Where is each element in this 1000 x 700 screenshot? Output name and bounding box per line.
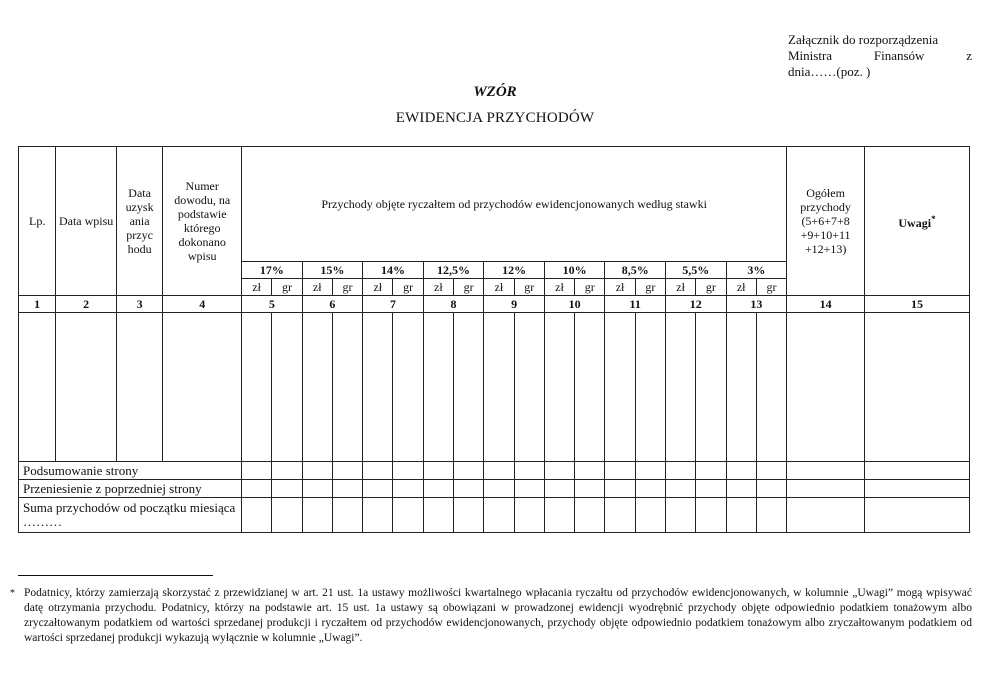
summary-cell[interactable] (696, 462, 726, 480)
summary-cell[interactable] (864, 498, 969, 533)
summary-cell[interactable] (393, 462, 423, 480)
unit-zl: zł (363, 279, 393, 296)
unit-gr: gr (393, 279, 423, 296)
rate-cell: 17% (242, 262, 303, 279)
summary-cell[interactable] (332, 462, 362, 480)
summary-cell[interactable] (454, 480, 484, 498)
summary-cell[interactable] (363, 480, 393, 498)
summary-row-carried (19, 480, 970, 498)
entry-cell[interactable] (575, 313, 605, 462)
summary-cell[interactable] (544, 462, 574, 480)
entry-cell[interactable] (544, 313, 574, 462)
summary-cell[interactable] (242, 462, 272, 480)
revenue-register-table (18, 146, 970, 533)
rate-cell: 3% (726, 262, 787, 279)
annex-header (788, 32, 972, 80)
annex-line-2 (788, 48, 972, 64)
summary-cell[interactable] (454, 498, 484, 533)
unit-zl: zł (242, 279, 272, 296)
footnote (10, 586, 972, 646)
summary-label: Suma przychodów od początku miesiąca ……… (19, 498, 242, 533)
summary-cell[interactable] (635, 498, 665, 533)
unit-zl: zł (423, 279, 453, 296)
entry-cell[interactable] (332, 313, 362, 462)
summary-label: Podsumowanie strony (19, 462, 242, 480)
summary-cell[interactable] (272, 462, 302, 480)
summary-row-page (19, 462, 970, 480)
entry-area-row (19, 313, 970, 462)
summary-cell[interactable] (635, 462, 665, 480)
summary-cell[interactable] (756, 462, 786, 480)
col-number: 1 (19, 296, 56, 313)
entry-cell[interactable] (726, 313, 756, 462)
summary-cell[interactable] (332, 480, 362, 498)
unit-gr: gr (635, 279, 665, 296)
summary-cell[interactable] (302, 498, 332, 533)
rate-cell: 15% (302, 262, 363, 279)
summary-cell[interactable] (605, 480, 635, 498)
annex-line-2-a: Ministra (788, 48, 833, 63)
entry-cell[interactable] (484, 313, 514, 462)
summary-cell[interactable] (484, 498, 514, 533)
summary-cell[interactable] (423, 462, 453, 480)
footnote-marker: * (10, 588, 15, 599)
summary-cell[interactable] (484, 462, 514, 480)
summary-cell[interactable] (514, 480, 544, 498)
summary-cell[interactable] (363, 462, 393, 480)
summary-cell[interactable] (787, 480, 865, 498)
entry-cell[interactable] (514, 313, 544, 462)
summary-cell[interactable] (242, 480, 272, 498)
summary-row-month (19, 498, 970, 533)
col-number: 10 (544, 296, 605, 313)
unit-zl: zł (302, 279, 332, 296)
annex-line-3: dnia……(poz. ) (788, 64, 871, 79)
col-number: 6 (302, 296, 363, 313)
col-number: 2 (56, 296, 117, 313)
entry-cell[interactable] (666, 313, 696, 462)
summary-cell[interactable] (696, 480, 726, 498)
col-number: 8 (423, 296, 484, 313)
header-lp: Lp. (19, 147, 56, 296)
summary-cell[interactable] (393, 498, 423, 533)
summary-cell[interactable] (756, 480, 786, 498)
entry-cell[interactable] (423, 313, 453, 462)
summary-cell[interactable] (544, 498, 574, 533)
summary-cell[interactable] (302, 462, 332, 480)
entry-cell[interactable] (454, 313, 484, 462)
summary-cell[interactable] (272, 498, 302, 533)
footnote-text: Podatnicy, którzy zamierzają skorzystać z przewidzianej w art. 21 ust. 1a ustawy możliwości kwartalnego wpłacania ryczałtu od przychodów ewidencjonowanych, w kolumnie „Uwagi” mogą wpisywać datę otrzymania przychodu. Podatnicy, którzy na podstawie art. 15 ust. 1a ustawy są obowiązani w prowadzonej ewidencji wyodrębnić przychody objęte odpowiednio podatkiem tonażowym albo zryczałtowanym podatkiem od wartości sprzedanej produkcji i ryczałtem od przychodów ewidencjonowanych, przychody objęte odpowiednio podatkiem tonażowym albo zryczałtowanym podatkiem od wartości sprzedanej produkcji wykazują wyłącznie w kolumnie „Uwagi”. (24, 587, 972, 644)
entry-cell[interactable] (635, 313, 665, 462)
summary-cell[interactable] (302, 480, 332, 498)
unit-zl: zł (666, 279, 696, 296)
col-number: 11 (605, 296, 666, 313)
summary-cell[interactable] (787, 462, 865, 480)
footnote-separator (18, 575, 213, 576)
header-ogolem: Ogółem przychody (5+6+7+8 +9+10+11 +12+13) (787, 147, 865, 296)
summary-cell[interactable] (272, 480, 302, 498)
summary-cell[interactable] (484, 480, 514, 498)
header-przychody-stawki: Przychody objęte ryczałtem od przychodów ewidencjonowanych według stawki (242, 147, 787, 262)
entry-cell[interactable] (696, 313, 726, 462)
entry-cell[interactable] (56, 313, 117, 462)
rate-cell: 10% (544, 262, 605, 279)
header-data-uzyskania: Data uzysk ania przyc hodu (116, 147, 162, 296)
header-uwagi-label: Uwagi (898, 216, 932, 230)
annex-line-2-c: z (966, 48, 972, 63)
summary-cell[interactable] (726, 498, 756, 533)
summary-cell[interactable] (423, 480, 453, 498)
summary-cell[interactable] (864, 480, 969, 498)
unit-gr: gr (696, 279, 726, 296)
col-number: 13 (726, 296, 787, 313)
unit-gr: gr (454, 279, 484, 296)
header-row (19, 147, 970, 262)
summary-cell[interactable] (726, 462, 756, 480)
col-number: 15 (864, 296, 969, 313)
col-number: 12 (666, 296, 727, 313)
col-number: 5 (242, 296, 303, 313)
header-uwagi (864, 147, 969, 296)
rate-cell: 12% (484, 262, 545, 279)
summary-cell[interactable] (514, 462, 544, 480)
summary-cell[interactable] (605, 462, 635, 480)
col-number: 4 (163, 296, 242, 313)
document-title: EWIDENCJA PRZYCHODÓW (395, 110, 595, 126)
summary-cell[interactable] (726, 480, 756, 498)
rate-cell: 12,5% (423, 262, 484, 279)
template-label: WZÓR (473, 84, 517, 100)
column-number-row (19, 296, 970, 313)
annex-line-2-b: Finansów (873, 48, 925, 63)
summary-label: Przeniesienie z poprzedniej strony (19, 480, 242, 498)
entry-cell[interactable] (116, 313, 162, 462)
unit-zl: zł (605, 279, 635, 296)
summary-cell[interactable] (575, 480, 605, 498)
header-uwagi-star: * (931, 214, 936, 224)
unit-zl: zł (484, 279, 514, 296)
header-numer-dowodu: Numer dowodu, na podstawie którego dokonano wpisu (163, 147, 242, 296)
entry-cell[interactable] (363, 313, 393, 462)
summary-cell[interactable] (864, 462, 969, 480)
unit-gr: gr (756, 279, 786, 296)
summary-cell[interactable] (666, 462, 696, 480)
entry-cell[interactable] (272, 313, 302, 462)
summary-cell[interactable] (575, 462, 605, 480)
summary-cell[interactable] (544, 480, 574, 498)
summary-cell[interactable] (242, 498, 272, 533)
summary-cell[interactable] (666, 498, 696, 533)
summary-cell[interactable] (756, 498, 786, 533)
entry-cell[interactable] (756, 313, 786, 462)
unit-gr: gr (514, 279, 544, 296)
col-number: 9 (484, 296, 545, 313)
summary-cell[interactable] (393, 480, 423, 498)
entry-cell[interactable] (242, 313, 272, 462)
entry-cell[interactable] (864, 313, 969, 462)
unit-gr: gr (332, 279, 362, 296)
col-number: 7 (363, 296, 424, 313)
entry-cell[interactable] (787, 313, 865, 462)
annex-line-1: Załącznik do rozporządzenia (788, 32, 939, 47)
summary-cell[interactable] (787, 498, 865, 533)
summary-cell[interactable] (696, 498, 726, 533)
summary-cell[interactable] (666, 480, 696, 498)
entry-cell[interactable] (302, 313, 332, 462)
rate-cell: 5,5% (666, 262, 727, 279)
rate-cell: 14% (363, 262, 424, 279)
summary-cell[interactable] (605, 498, 635, 533)
summary-cell[interactable] (454, 462, 484, 480)
summary-cell[interactable] (635, 480, 665, 498)
entry-cell[interactable] (393, 313, 423, 462)
entry-cell[interactable] (605, 313, 635, 462)
col-number: 14 (787, 296, 865, 313)
unit-gr: gr (575, 279, 605, 296)
header-data-wpisu: Data wpisu (56, 147, 117, 296)
summary-cell[interactable] (575, 498, 605, 533)
summary-cell[interactable] (363, 498, 393, 533)
entry-cell[interactable] (163, 313, 242, 462)
unit-zl: zł (544, 279, 574, 296)
rate-cell: 8,5% (605, 262, 666, 279)
summary-cell[interactable] (423, 498, 453, 533)
summary-cell[interactable] (332, 498, 362, 533)
summary-cell[interactable] (514, 498, 544, 533)
col-number: 3 (116, 296, 162, 313)
entry-cell[interactable] (19, 313, 56, 462)
unit-gr: gr (272, 279, 302, 296)
unit-zl: zł (726, 279, 756, 296)
